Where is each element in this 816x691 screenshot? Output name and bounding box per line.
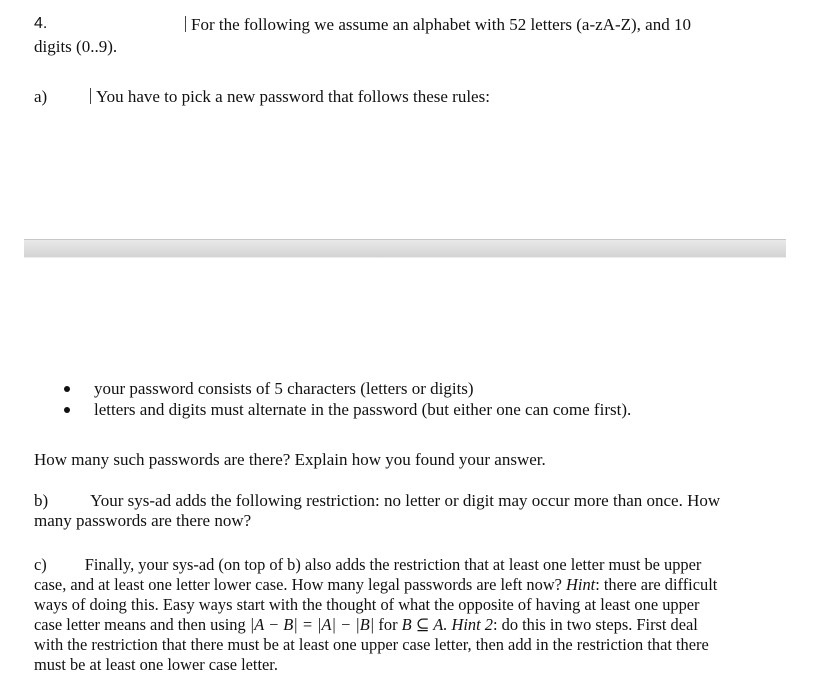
part-a-text bbox=[90, 87, 490, 107]
problem-intro bbox=[185, 15, 691, 35]
part-a-label: a) bbox=[34, 87, 48, 106]
part-c-line4-start: case letter means and then using bbox=[34, 615, 246, 634]
hint2-label: Hint 2 bbox=[451, 615, 493, 634]
part-c-paragraph bbox=[34, 555, 806, 675]
part-c-line5: with the restriction that there must be at least one upper case letter, then add in the restriction that there bbox=[34, 635, 709, 654]
horizontal-divider-bar bbox=[24, 239, 786, 258]
part-c-line1: Finally, your sys-ad (on top of b) also adds the restriction that at least one letter must be upper bbox=[84, 555, 702, 574]
rules-list bbox=[56, 378, 631, 420]
part-c-label: c) bbox=[34, 555, 47, 574]
hint-label: Hint bbox=[566, 575, 596, 594]
problem-intro-text: For the following we assume an alphabet with 52 letters (a-zA-Z), and 10 bbox=[191, 15, 691, 34]
text-caret bbox=[90, 88, 91, 104]
list-item: your password consists of 5 characters (letters or digits) bbox=[56, 378, 631, 399]
part-c-line6: must be at least one lower case letter. bbox=[34, 655, 278, 674]
part-a-text-content: You have to pick a new password that follows these rules: bbox=[96, 87, 490, 106]
formula-for: for bbox=[378, 615, 398, 634]
list-item: letters and digits must alternate in the password (but either one can come first). bbox=[56, 399, 631, 420]
part-b-line1: Your sys-ad adds the following restriction: no letter or digit may occur more than once. How bbox=[90, 491, 721, 510]
part-a-question: How many such passwords are there? Explain how you found your answer. bbox=[34, 450, 546, 469]
set-formula: |A − B| = |A| − |B| bbox=[249, 615, 375, 634]
part-c-line3: ways of doing this. Easy ways start with the thought of what the opposite of having at least one upper bbox=[34, 595, 700, 614]
problem-number: 4. bbox=[34, 15, 48, 32]
part-c-line2: case, and at least one letter lower case. How many legal passwords are left now? bbox=[34, 575, 562, 594]
part-b-line2: many passwords are there now? bbox=[34, 511, 252, 530]
text-caret bbox=[185, 16, 186, 32]
part-b-paragraph bbox=[34, 491, 806, 531]
part-c-line2-end: : there are difficult bbox=[595, 575, 718, 594]
part-b-label: b) bbox=[34, 491, 49, 510]
set-condition: B ⊆ A. bbox=[401, 615, 448, 634]
problem-intro-continuation: digits (0..9). bbox=[34, 37, 118, 56]
part-c-line4-end: : do this in two steps. First deal bbox=[492, 615, 698, 634]
